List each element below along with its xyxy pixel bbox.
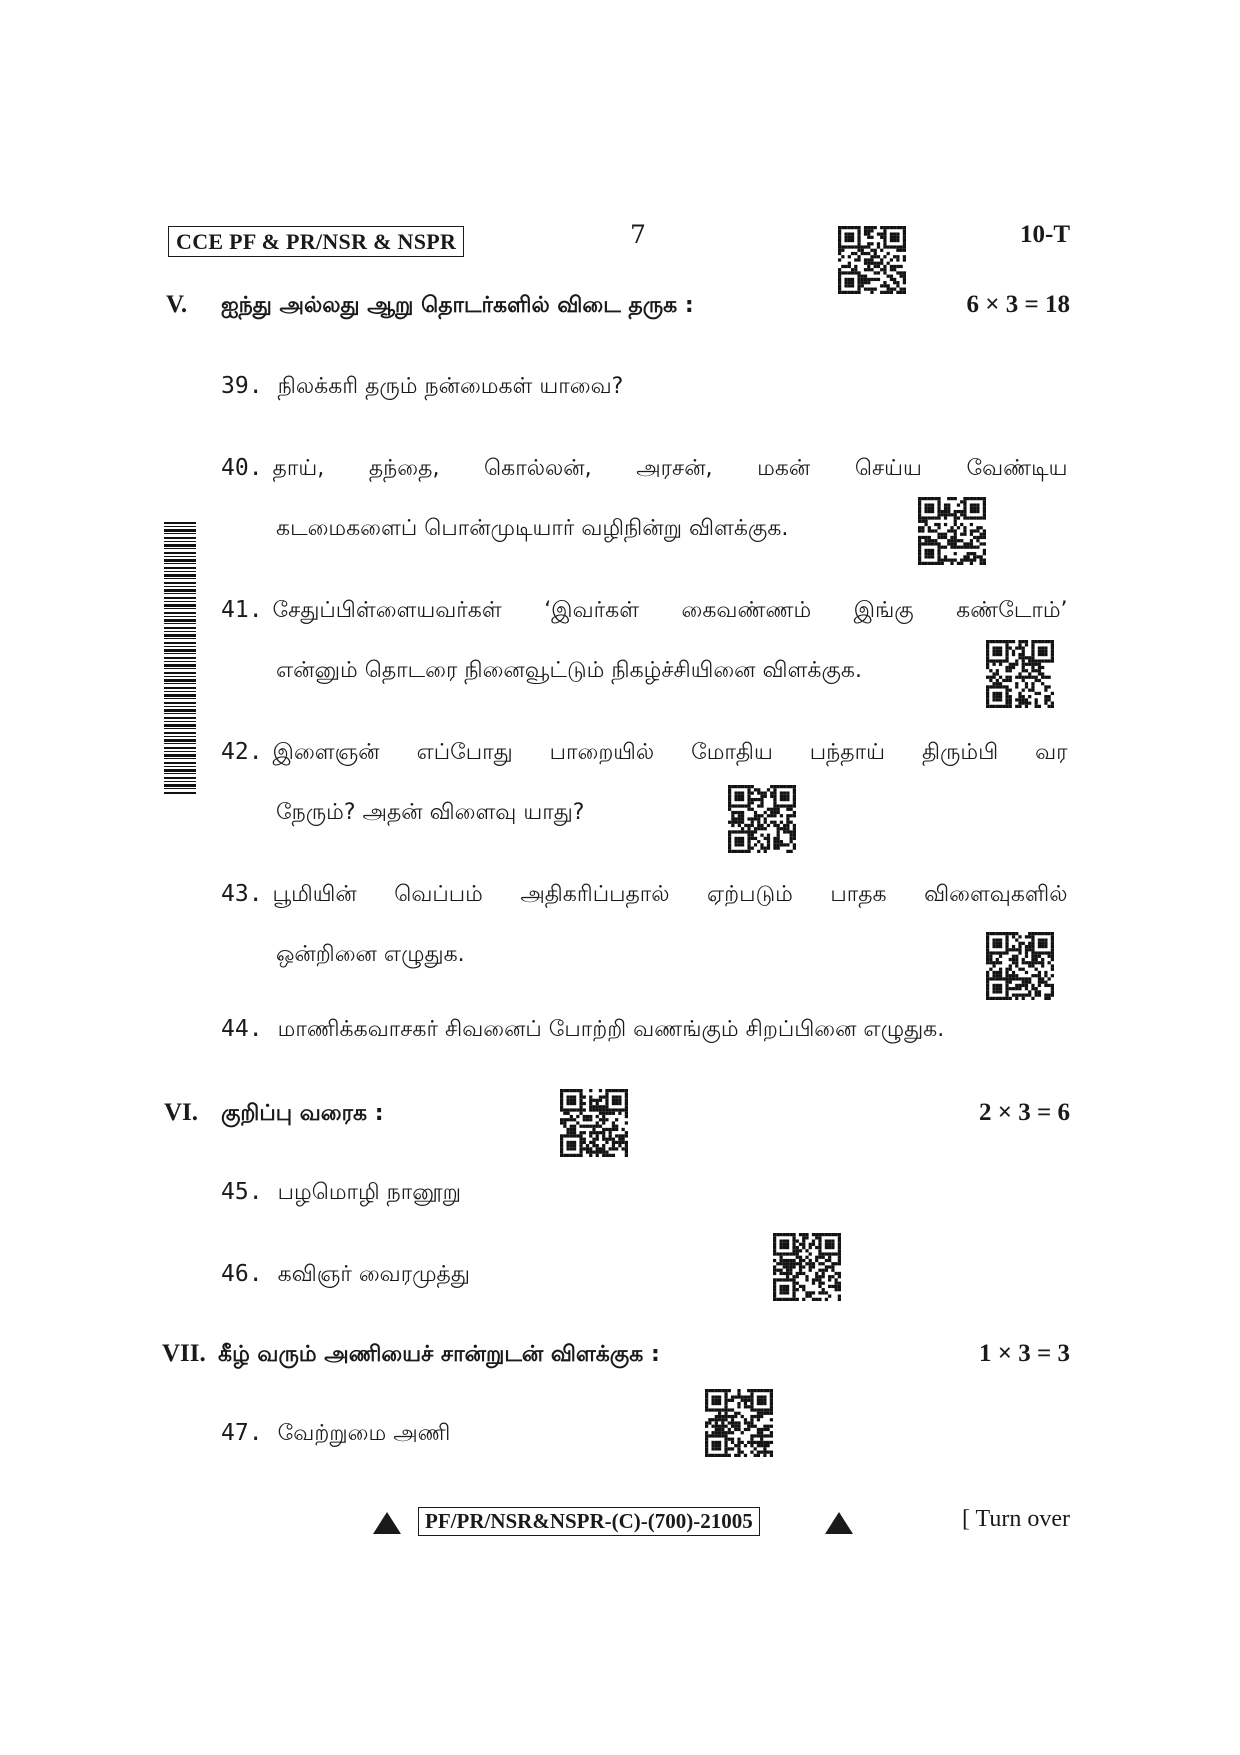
section-title: குறிப்பு வரைக : <box>221 1101 384 1126</box>
turn-over-label: [ Turn over <box>961 1506 1070 1532</box>
qr-code-icon <box>705 1389 773 1457</box>
word: பாதக <box>830 882 887 907</box>
word: திரும்பி <box>921 740 999 765</box>
question-44 <box>221 1016 944 1045</box>
word: இளைஞன் <box>272 740 380 765</box>
word: தாய், <box>272 456 325 481</box>
question-number: 44. <box>221 1016 263 1042</box>
question-text-line2: நேரும்? அதன் விளைவு யாது? <box>276 800 585 825</box>
question-text-line2: கடமைகளைப் பொன்முடியார் வழிநின்று விளக்குக. <box>276 516 789 541</box>
question-text: வேற்றுமை அணி <box>277 1421 451 1446</box>
question-47 <box>221 1420 450 1449</box>
qr-code-icon <box>838 226 906 294</box>
qr-code-icon <box>560 1089 628 1157</box>
question-text: கவிஞர் வைரமுத்து <box>277 1262 470 1287</box>
word: வர <box>1035 740 1068 765</box>
word: அதிகரிப்பதால் <box>520 882 670 907</box>
question-42 <box>221 739 1068 828</box>
word: ‘இவர்கள் <box>544 598 640 623</box>
word: கொல்லன், <box>484 456 592 481</box>
word: சேதுப்பிள்ளையவர்கள் <box>272 598 502 623</box>
barcode-icon <box>164 522 196 795</box>
section-marks: 6 × 3 = 18 <box>966 291 1070 318</box>
word: மோதிய <box>691 740 773 765</box>
word: எப்போது <box>416 740 513 765</box>
question-number: 47. <box>221 1420 263 1446</box>
question-43 <box>221 881 1068 970</box>
word: வெப்பம் <box>394 882 483 907</box>
qr-code-icon <box>773 1233 841 1301</box>
question-number: 41. <box>221 597 263 623</box>
question-number: 39. <box>221 373 263 399</box>
qr-code-icon <box>728 785 796 853</box>
paper-code: 10-T <box>1020 221 1070 248</box>
question-39 <box>221 373 623 402</box>
question-text: மாணிக்கவாசகர் சிவனைப் போற்றி வணங்கும் சிறப்பினை எழுதுக. <box>277 1017 945 1042</box>
qr-code-icon <box>986 640 1054 708</box>
section-number: VII. <box>162 1340 206 1367</box>
question-text-line2: ஒன்றினை எழுதுக. <box>276 942 465 967</box>
section-number: V. <box>166 291 188 318</box>
qr-code-icon <box>986 932 1054 1000</box>
section-number: VI. <box>164 1099 199 1126</box>
exam-code: CCE PF & PR/NSR & NSPR <box>168 226 464 257</box>
word: இங்கு <box>853 598 914 623</box>
triangle-marker-icon <box>825 1512 853 1534</box>
word: ஏற்படும் <box>707 882 793 907</box>
section-marks: 2 × 3 = 6 <box>979 1099 1070 1126</box>
footer-code: PF/PR/NSR&NSPR-(C)-(700)-21005 <box>418 1507 760 1536</box>
section-title: கீழ் வரும் அணியைச் சான்றுடன் விளக்குக : <box>218 1342 660 1367</box>
word: தந்தை, <box>368 456 440 481</box>
question-text-line1 <box>273 456 1068 484</box>
qr-code-icon <box>918 497 986 565</box>
section-title: ஐந்து அல்லது ஆறு தொடர்களில் விடை தருக : <box>221 293 694 318</box>
page-number: 7 <box>630 220 646 249</box>
section-marks: 1 × 3 = 3 <box>979 1340 1070 1367</box>
word: பாறையில் <box>549 740 655 765</box>
word: பூமியின் <box>272 882 357 907</box>
word: செய்ய <box>854 456 922 481</box>
question-number: 46. <box>221 1261 263 1287</box>
question-text-line1 <box>273 598 1068 626</box>
question-number: 45. <box>221 1179 263 1205</box>
word: விளைவுகளில் <box>924 882 1068 907</box>
word: மகன் <box>757 456 811 481</box>
question-number: 43. <box>221 881 263 907</box>
triangle-marker-icon <box>373 1512 401 1534</box>
question-number: 40. <box>221 455 263 481</box>
word: வேண்டிய <box>966 456 1068 481</box>
question-45 <box>221 1179 461 1208</box>
question-text-line2: என்னும் தொடரை நினைவூட்டும் நிகழ்ச்சியினை விளக்குக. <box>276 658 862 683</box>
question-46 <box>221 1261 470 1290</box>
word: அரசன், <box>636 456 713 481</box>
question-text-line1 <box>273 882 1068 910</box>
question-number: 42. <box>221 739 263 765</box>
word: பந்தாய் <box>809 740 885 765</box>
word: கண்டோம்’ <box>956 598 1068 623</box>
question-text: நிலக்கரி தரும் நன்மைகள் யாவை? <box>277 374 624 399</box>
question-text-line1 <box>273 740 1068 768</box>
word: கைவண்ணம் <box>681 598 812 623</box>
question-41 <box>221 597 1068 686</box>
question-text: பழமொழி நானூறு <box>277 1180 461 1205</box>
